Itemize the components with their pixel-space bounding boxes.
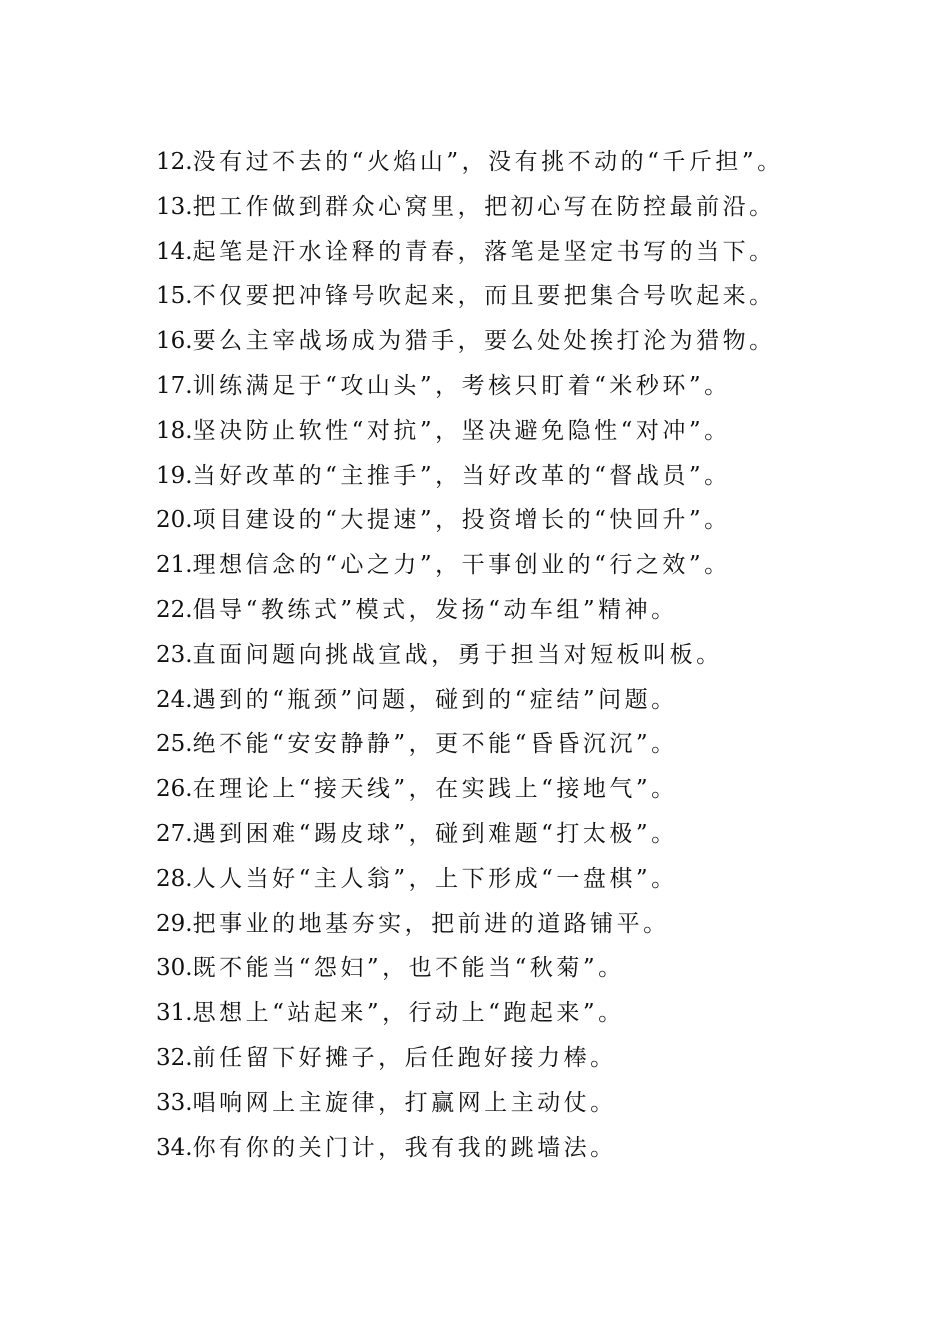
list-item (156, 767, 936, 812)
item-number: 24. (156, 686, 193, 713)
item-text: 直面问题向挑战宣战，勇于担当对短板叫板。 (192, 641, 723, 668)
list-item (156, 812, 936, 857)
item-text: 唱响网上主旋律，打赢网上主动仗。 (192, 1089, 617, 1116)
list-item (156, 1036, 936, 1081)
list-item (156, 230, 936, 275)
item-number: 18. (156, 417, 193, 444)
item-number: 26. (156, 776, 193, 803)
item-number: 22. (156, 596, 193, 623)
list-item (156, 991, 936, 1036)
item-number: 33. (156, 1089, 193, 1116)
list-item (156, 678, 936, 723)
item-number: 25. (156, 731, 193, 758)
item-number: 31. (156, 1000, 193, 1027)
item-number: 17. (156, 372, 193, 399)
item-text: 坚决防止软性“对抗”，坚决避免隐性“对冲”。 (192, 417, 731, 444)
item-text: 既不能当“怨妇”，也不能当“秋菊”。 (192, 955, 625, 982)
item-text: 思想上“站起来”，行动上“跑起来”。 (192, 1000, 625, 1027)
item-number: 15. (156, 283, 193, 310)
list-item (156, 543, 936, 588)
item-number: 27. (156, 820, 193, 847)
item-text: 理想信念的“心之力”，干事创业的“行之效”。 (192, 552, 731, 579)
item-number: 13. (156, 193, 193, 220)
item-text: 在理论上“接天线”，在实践上“接地气”。 (192, 776, 678, 803)
list-item (156, 409, 936, 454)
item-text: 要么主宰战场成为猎手，要么处处挨打沦为猎物。 (192, 328, 776, 355)
item-number: 19. (156, 462, 193, 489)
item-number: 20. (156, 507, 193, 534)
item-number: 34. (156, 1134, 193, 1161)
item-number: 32. (156, 1044, 193, 1071)
list-item (156, 722, 936, 767)
list-item (156, 857, 936, 902)
item-text: 不仅要把冲锋号吹起来，而且要把集合号吹起来。 (192, 283, 776, 310)
item-text: 你有你的关门计，我有我的跳墙法。 (192, 1134, 617, 1161)
item-number: 30. (156, 955, 193, 982)
item-number: 21. (156, 552, 193, 579)
list-item (156, 185, 936, 230)
item-text: 遇到困难“踢皮球”，碰到难题“打太极”。 (192, 820, 678, 847)
list-item (156, 902, 936, 947)
list-item (156, 319, 936, 364)
item-text: 倡导“教练式”模式，发扬“动车组”精神。 (192, 596, 678, 623)
item-text: 没有过不去的“火焰山”，没有挑不动的“千斤担”。 (192, 149, 784, 175)
list-item (156, 1126, 936, 1171)
list-item (156, 498, 936, 543)
item-number: 16. (156, 328, 193, 355)
list-item (156, 633, 936, 678)
item-text: 把工作做到群众心窝里，把初心写在防控最前沿。 (192, 193, 776, 220)
item-text: 前任留下好摊子，后任跑好接力棒。 (192, 1044, 617, 1071)
item-number: 29. (156, 910, 193, 937)
item-text: 绝不能“安安静静”，更不能“昏昏沉沉”。 (192, 731, 678, 758)
item-text: 遇到的“瓶颈”问题，碰到的“症结”问题。 (192, 686, 678, 713)
item-text: 当好改革的“主推手”，当好改革的“督战员”。 (192, 462, 731, 489)
list-item (156, 140, 936, 185)
list-item (156, 1081, 936, 1126)
list-item (156, 364, 936, 409)
item-text: 项目建设的“大提速”，投资增长的“快回升”。 (192, 507, 731, 534)
slogan-list (156, 140, 936, 1170)
list-item (156, 454, 936, 499)
list-item (156, 274, 936, 319)
item-number: 12. (156, 149, 193, 175)
item-text: 把事业的地基夯实，把前进的道路铺平。 (192, 910, 670, 937)
item-number: 28. (156, 865, 193, 892)
item-number: 23. (156, 641, 193, 668)
item-number: 14. (156, 238, 193, 265)
list-item (156, 946, 936, 991)
item-text: 训练满足于“攻山头”，考核只盯着“米秒环”。 (192, 372, 731, 399)
list-item (156, 588, 936, 633)
item-text: 人人当好“主人翁”，上下形成“一盘棋”。 (192, 865, 678, 892)
item-text: 起笔是汗水诠释的青春，落笔是坚定书写的当下。 (192, 238, 776, 265)
